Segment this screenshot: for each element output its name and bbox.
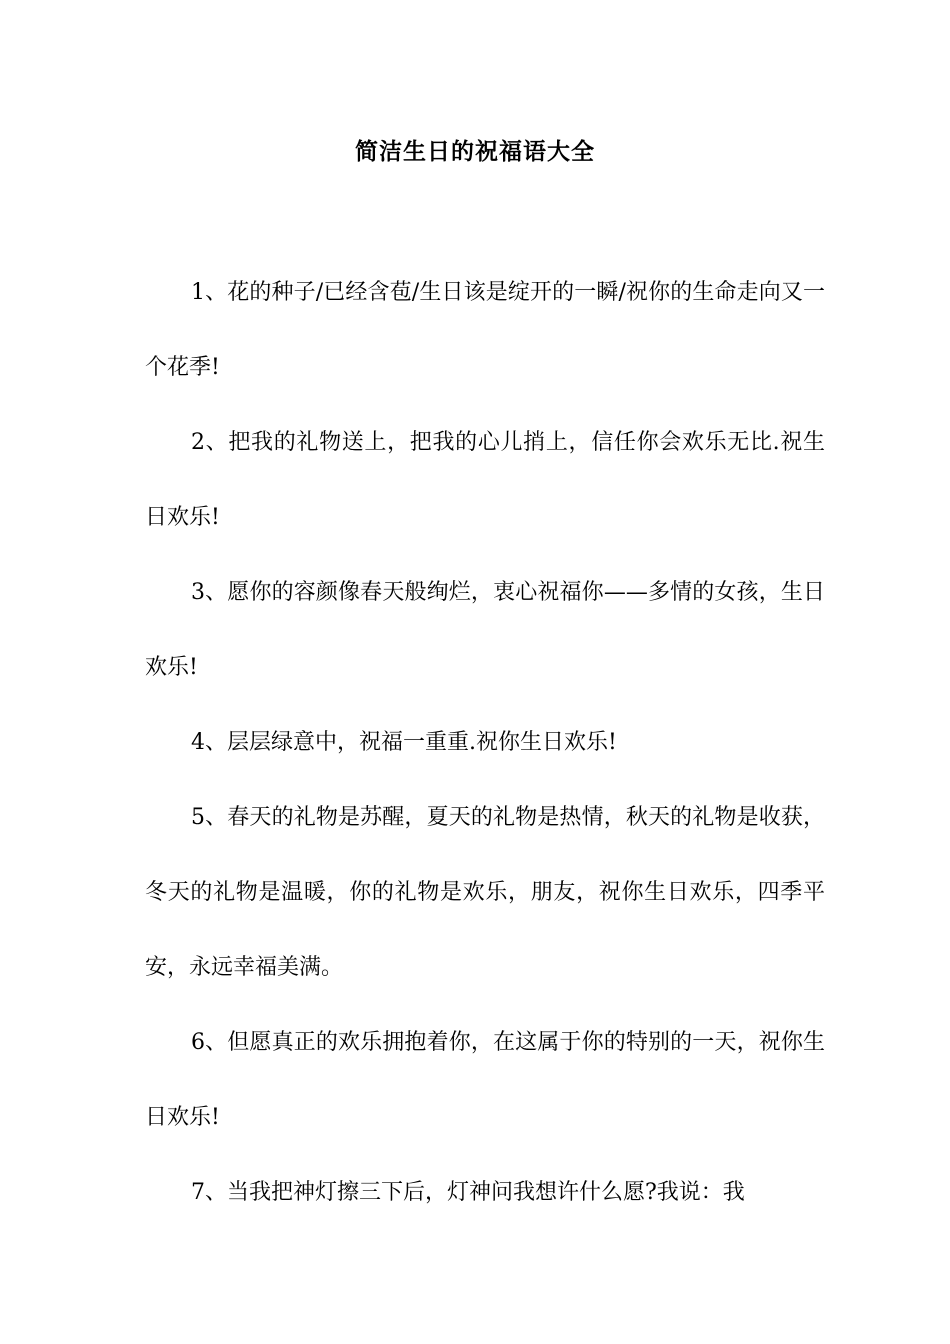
paragraph-2: 2、把我的礼物送上，把我的心儿捎上，信任你会欢乐无比.祝生日欢乐! xyxy=(145,430,825,530)
paragraph-3: 3、愿你的容颜像春天般绚烂，衷心祝福你——多情的女孩，生日欢乐! xyxy=(145,580,825,680)
document-title: 简洁生日的祝福语大全 xyxy=(355,139,595,165)
paragraph-4: 4、层层绿意中，祝福一重重.祝你生日欢乐! xyxy=(191,730,617,755)
paragraph-1: 1、花的种子/已经含苞/生日该是绽开的一瞬/祝你的生命走向又一个花季! xyxy=(145,280,825,380)
paragraph-5: 5、春天的礼物是苏醒，夏天的礼物是热情，秋天的礼物是收获，冬天的礼物是温暖，你的礼物是欢乐，朋友，祝你生日欢乐，四季平安，永远幸福美满。 xyxy=(145,805,825,980)
paragraph-6: 6、但愿真正的欢乐拥抱着你，在这属于你的特别的一天，祝你生日欢乐! xyxy=(145,1030,825,1130)
paragraph-7: 7、当我把神灯擦三下后，灯神问我想许什么愿?我说：我 xyxy=(191,1180,745,1205)
document-body xyxy=(145,255,825,1230)
